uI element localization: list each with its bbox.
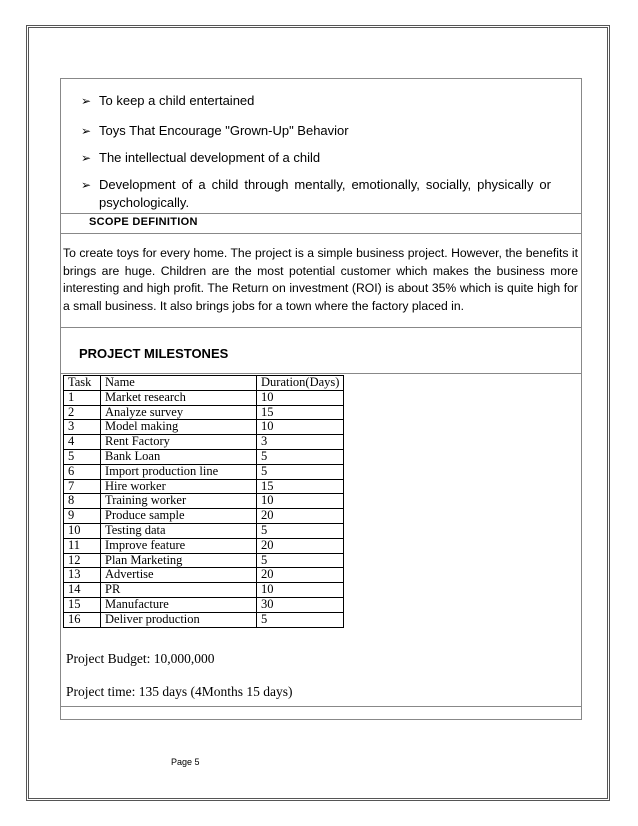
bullet-item (81, 122, 349, 140)
cell-duration: 10 (257, 494, 344, 509)
cell-duration: 15 (257, 479, 344, 494)
cell-task: 9 (64, 509, 101, 524)
divider (61, 373, 581, 374)
table-row (64, 435, 344, 450)
arrow-bullet-icon: ➢ (81, 151, 92, 165)
cell-name: Advertise (101, 568, 257, 583)
cell-task: 2 (64, 405, 101, 420)
table-row (64, 449, 344, 464)
cell-name: Rent Factory (101, 435, 257, 450)
cell-name: Import production line (101, 464, 257, 479)
cell-duration: 5 (257, 612, 344, 627)
cell-task: 1 (64, 390, 101, 405)
table-row (64, 553, 344, 568)
cell-duration: 30 (257, 597, 344, 612)
bullet-text: Development of a child through mentally, emotionally, socially, physically or psychologically. (99, 177, 551, 210)
cell-duration: 5 (257, 523, 344, 538)
table-row (64, 390, 344, 405)
bullet-item (81, 92, 254, 110)
table-row (64, 597, 344, 612)
cell-task: 11 (64, 538, 101, 553)
cell-name: Market research (101, 390, 257, 405)
page-number: Page 5 (171, 757, 200, 767)
table-header-row (64, 376, 344, 391)
milestones-heading: PROJECT MILESTONES (79, 346, 229, 361)
scope-heading: SCOPE DEFINITION (89, 216, 198, 228)
cell-name: Model making (101, 420, 257, 435)
cell-name: Manufacture (101, 597, 257, 612)
cell-name: Deliver production (101, 612, 257, 627)
table-row (64, 479, 344, 494)
cell-duration: 15 (257, 405, 344, 420)
cell-duration: 20 (257, 568, 344, 583)
cell-duration: 10 (257, 583, 344, 598)
cell-name: Hire worker (101, 479, 257, 494)
table-row (64, 538, 344, 553)
arrow-bullet-icon: ➢ (81, 94, 92, 108)
table-row (64, 464, 344, 479)
cell-task: 13 (64, 568, 101, 583)
cell-duration: 20 (257, 509, 344, 524)
table-row (64, 523, 344, 538)
cell-duration: 5 (257, 464, 344, 479)
cell-duration: 20 (257, 538, 344, 553)
cell-name: Bank Loan (101, 449, 257, 464)
column-header-task: Task (64, 376, 101, 391)
cell-task: 5 (64, 449, 101, 464)
divider (61, 213, 581, 214)
cell-task: 14 (64, 583, 101, 598)
bullet-item (81, 149, 320, 167)
cell-duration: 5 (257, 553, 344, 568)
arrow-bullet-icon: ➢ (81, 178, 92, 192)
cell-task: 6 (64, 464, 101, 479)
column-header-name: Name (101, 376, 257, 391)
table-row (64, 568, 344, 583)
cell-task: 8 (64, 494, 101, 509)
cell-duration: 5 (257, 449, 344, 464)
project-time: Project time: 135 days (4Months 15 days) (66, 684, 293, 699)
cell-task: 10 (64, 523, 101, 538)
cell-duration: 3 (257, 435, 344, 450)
divider (61, 327, 581, 328)
cell-task: 16 (64, 612, 101, 627)
table-row (64, 420, 344, 435)
cell-task: 7 (64, 479, 101, 494)
table-row (64, 612, 344, 627)
cell-name: Analyze survey (101, 405, 257, 420)
cell-name: Training worker (101, 494, 257, 509)
cell-name: Improve feature (101, 538, 257, 553)
bullet-text: To keep a child entertained (99, 93, 255, 108)
cell-duration: 10 (257, 420, 344, 435)
table-row (64, 583, 344, 598)
project-budget: Project Budget: 10,000,000 (66, 651, 215, 666)
cell-name: Testing data (101, 523, 257, 538)
cell-task: 12 (64, 553, 101, 568)
content-box (60, 78, 582, 720)
bullet-text: The intellectual development of a child (99, 150, 321, 165)
cell-name: Produce sample (101, 509, 257, 524)
cell-task: 15 (64, 597, 101, 612)
table-row (64, 509, 344, 524)
cell-task: 4 (64, 435, 101, 450)
table-row (64, 405, 344, 420)
cell-task: 3 (64, 420, 101, 435)
bullet-item (81, 176, 551, 212)
scope-paragraph: To create toys for every home. The project is a simple business project. However, the benefits it brings are huge. Children are the most potential customer which makes the business more interesting and high profit. The Return on investment (ROI) is about 35% which is quite high for a small business. It also brings jobs for a town where the factory placed in. (63, 246, 578, 313)
cell-name: Plan Marketing (101, 553, 257, 568)
arrow-bullet-icon: ➢ (81, 124, 92, 138)
cell-name: PR (101, 583, 257, 598)
divider (61, 233, 581, 234)
cell-duration: 10 (257, 390, 344, 405)
bullet-text: Toys That Encourage "Grown-Up" Behavior (99, 123, 349, 138)
table-row (64, 494, 344, 509)
milestones-table (63, 375, 344, 628)
column-header-duration: Duration(Days) (257, 376, 344, 391)
divider (61, 706, 581, 707)
